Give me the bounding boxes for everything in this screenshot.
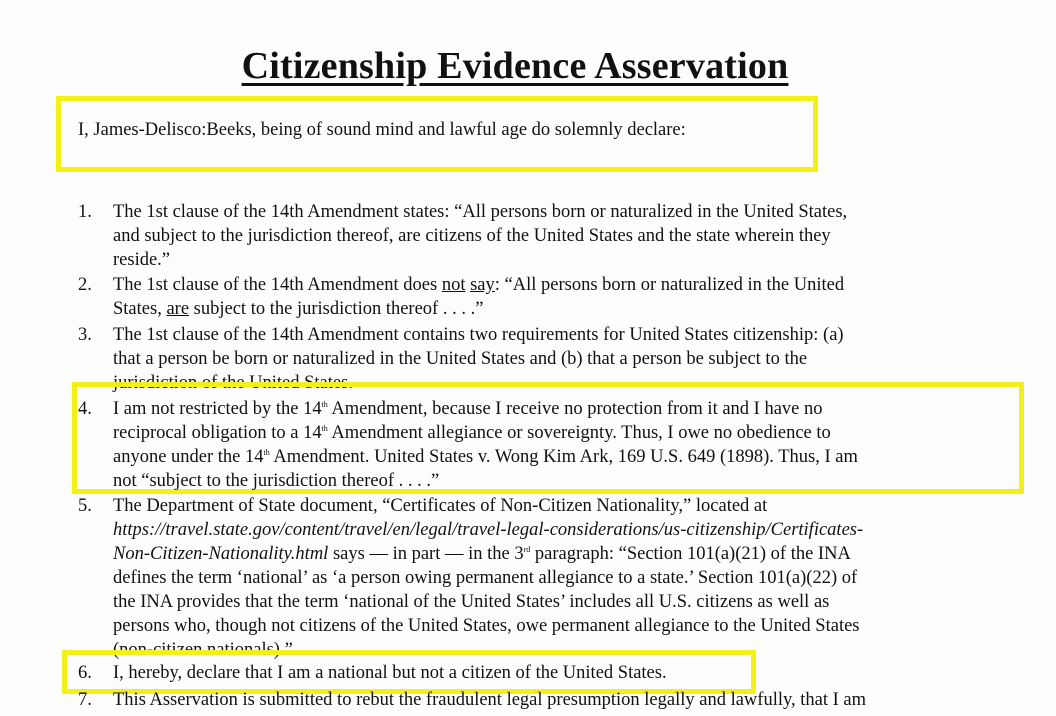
- item-text: I, hereby, declare that I am a national but not a citizen of the United States.: [113, 663, 667, 683]
- item-text: This Asservation is submitted to rebut the fraudulent legal presumption legally and lawfully, that I am: [113, 690, 867, 710]
- item-text: The Department of State document, “Certificates of Non-Citizen Nationality,” located at https://travel.state.gov/content/travel/en/legal/travel-legal-considerations/us-citizenship/Certificates- Non-Citizen-Nationality.html says — in part — in the 3rd paragraph: “Section 101(a)(21) of the INA defines the term ‘national’ as ‘a person owing permanent allegiance to a state.’ Section 101(a)(22) of the INA provides that the term ‘national of the United States’ includes all U.S. citizens as well as persons who, though not citizens of the United States, owe permanent allegiance to the United States (non-citizen nationals).”: [113, 494, 973, 662]
- item-number: 4.: [78, 399, 92, 419]
- item-number: 6.: [78, 663, 92, 683]
- item-text: The 1st clause of the 14th Amendment states: “All persons born or naturalized in the United States, and subject to the jurisdiction thereof, are citizens of the United States and the state wherein they reside.”: [113, 202, 848, 270]
- document-title: Citizenship Evidence Asservation: [241, 45, 789, 87]
- list-item-6: [78, 661, 978, 685]
- declaration-text: I, James-Delisco:Beeks, being of sound mind and lawful age do solemnly declare:: [78, 120, 686, 140]
- item-number: 7.: [78, 690, 92, 710]
- item-number: 1.: [78, 202, 92, 222]
- url-link[interactable]: Non-Citizen-Nationality.html: [113, 544, 329, 564]
- item-number: 3.: [78, 325, 92, 345]
- list-item-7: [78, 688, 978, 716]
- item-text: I am not restricted by the 14th Amendment, because I receive no protection from it and I have no reciprocal obligation to a 14th Amendment allegiance or sovereignty. Thus, I owe no obedience to anyone under the 14th Amendment. United States v. Wong Kim Ark, 169 U.S. 649 (1898). Thus, I am not “subject to the jurisdiction thereof . . . .”: [113, 399, 858, 491]
- list-item-5: [78, 494, 978, 662]
- item-number: 2.: [78, 275, 92, 295]
- list-item-4: [78, 397, 978, 493]
- item-number: 5.: [78, 496, 92, 516]
- list-item-1: [78, 200, 978, 272]
- list-item-2: [78, 273, 978, 321]
- item-text: The 1st clause of the 14th Amendment does not say: “All persons born or naturalized in the United States, are subject to the jurisdiction thereof . . . .”: [113, 275, 845, 319]
- item-text: The 1st clause of the 14th Amendment contains two requirements for United States citizenship: (a) that a person be born or naturalized in the United States and (b) that a person be subject to the jurisdiction of the United States.: [113, 325, 844, 393]
- list-item-3: [78, 323, 978, 395]
- url-link[interactable]: https://travel.state.gov/content/travel/en/legal/travel-legal-considerations/us-citizenship/Certificates-: [113, 520, 864, 540]
